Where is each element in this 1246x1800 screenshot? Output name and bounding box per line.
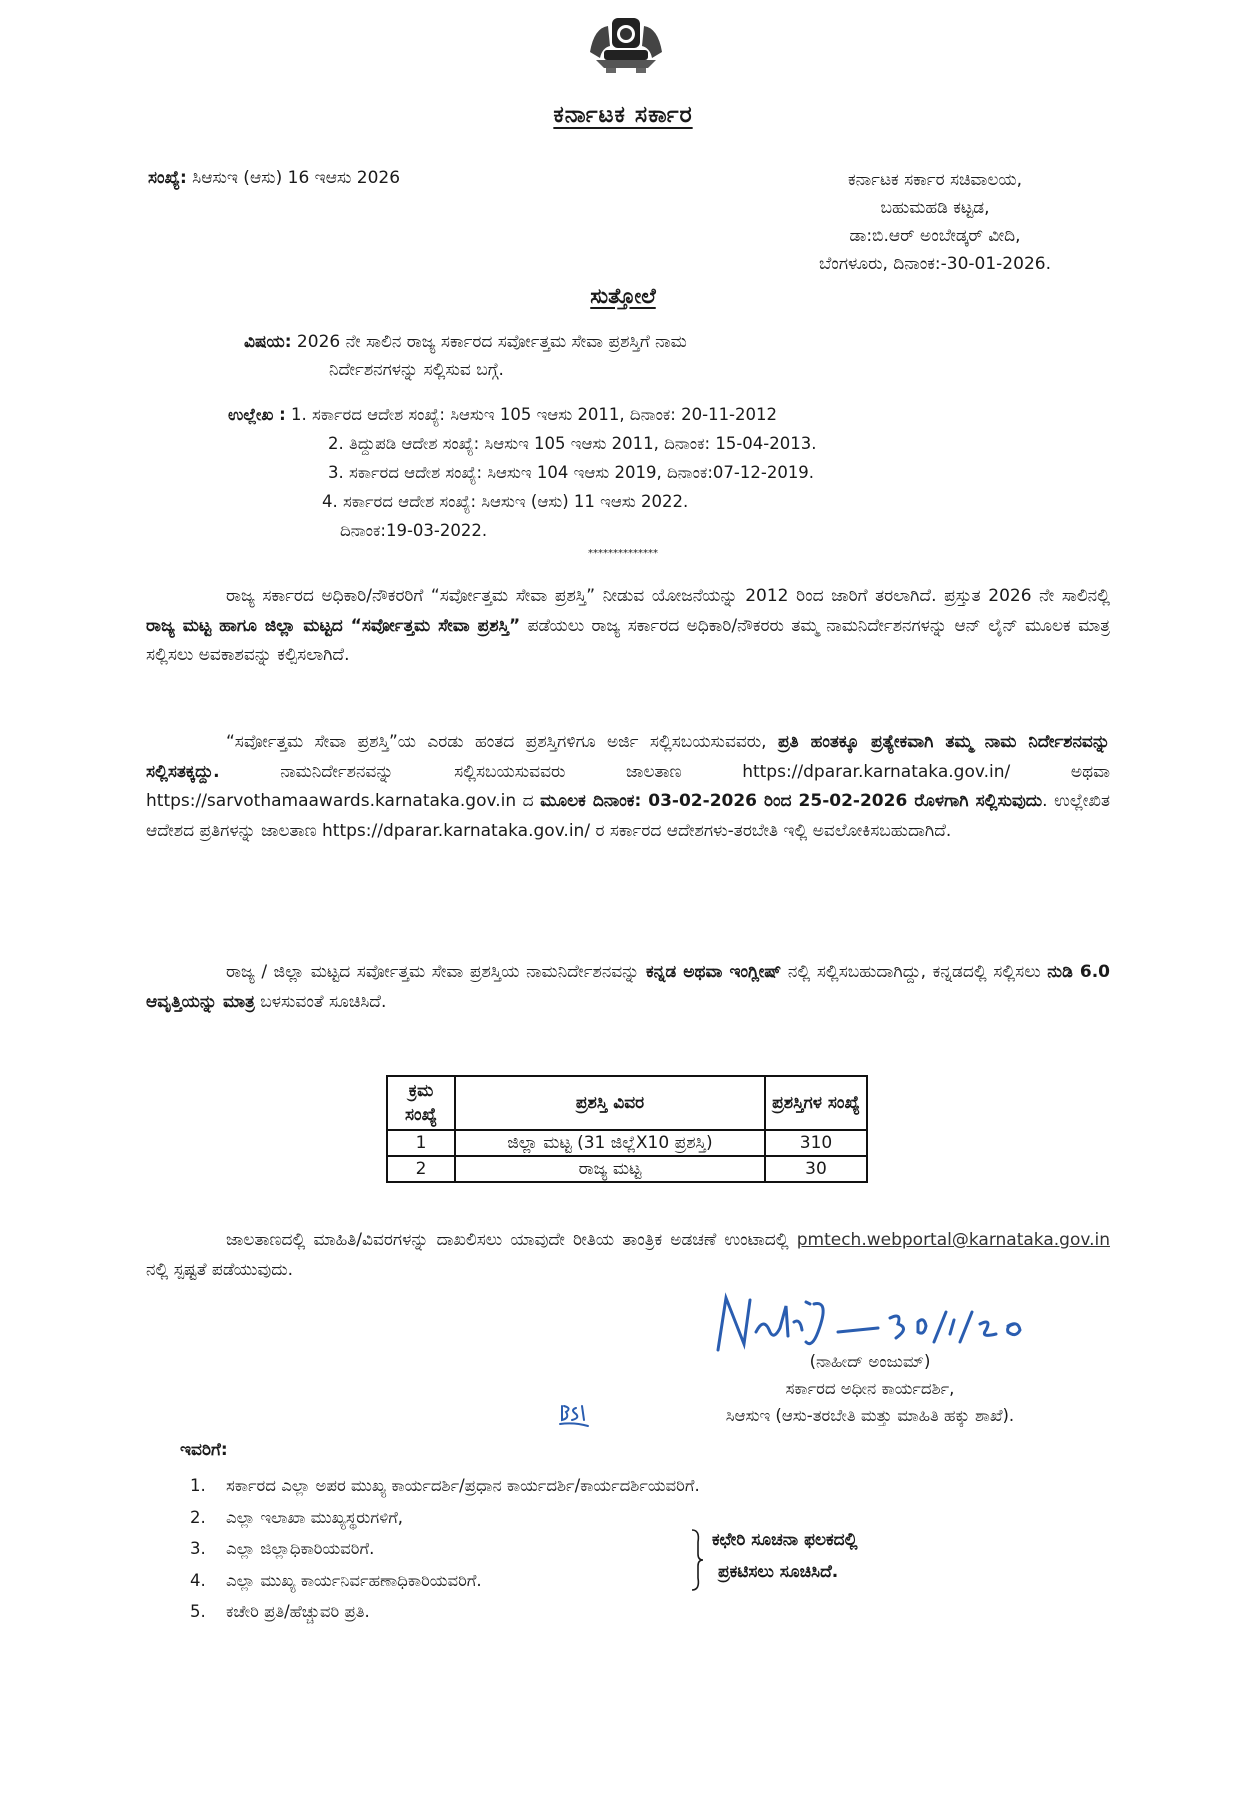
government-title: ಕರ್ನಾಟಕ ಸರ್ಕಾರ [553, 102, 693, 128]
reference-number [148, 168, 400, 188]
column-header: ಕ್ರಮ ಸಂಖ್ಯೆ [387, 1076, 455, 1130]
awards-table [386, 1075, 868, 1183]
recipients-list [190, 1470, 700, 1628]
reference-number-value: ಸಿಆಸುಇ (ಆಸು) 16 ಇಆಸು 2026 [192, 168, 401, 188]
subject-line: 2026 ನೇ ಸಾಲಿನ ರಾಜ್ಯ ಸರ್ಕಾರದ ಸರ್ವೋತ್ತಮ ಸೇವಾ ಪ್ರಶಸ್ತಿಗೆ ನಾಮ [291, 332, 687, 352]
circular-title: ಸುತ್ತೋಲೆ [590, 284, 656, 308]
signatory-department: ಸಿಆಸುಇ (ಆಸು-ತರಬೇತಿ ಮತ್ತು ಮಾಹಿತಿ ಹಕ್ಕು ಶಾಖೆ). [725, 1406, 1015, 1425]
list-item: 5. ಕಚೇರಿ ಪ್ರತಿ/ಹೆಚ್ಚುವರಿ ಪ್ರತಿ. [190, 1602, 370, 1621]
signatory-name: (ನಾಹೀದ್ ಅಂಜುಮ್) [809, 1352, 931, 1371]
subject [244, 328, 1004, 384]
address-line: ಕರ್ನಾಟಕ ಸರ್ಕಾರ ಸಚಿವಾಲಯ, [848, 170, 1022, 190]
reference-item: 4. ಸರ್ಕಾರದ ಆದೇಶ ಸಂಖ್ಯೆ: ಸಿಆಸುಇ (ಆಸು) 11 ಇಆಸು 2022. [322, 492, 689, 511]
reference-item: 3. ಸರ್ಕಾರದ ಆದೇಶ ಸಂಖ್ಯೆ: ಸಿಆಸುಇ 104 ಇಆಸು 2019, ದಿನಾಂಕ:07-12-2019. [328, 463, 815, 482]
dparar-link[interactable]: https://dparar.karnataka.gov.in/ [322, 820, 591, 841]
sarvothama-awards-link[interactable]: https://sarvothamaawards.karnataka.gov.in [146, 791, 517, 811]
cell-detail: ಜಿಲ್ಲಾ ಮಟ್ಟ (31 ಜಿಲ್ಲೆX10 ಪ್ರಶಸ್ತಿ) [455, 1130, 765, 1156]
paragraph-scheme-intro: ರಾಜ್ಯ ಸರ್ಕಾರದ ಅಧಿಕಾರಿ/ನೌಕರರಿಗೆ “ಸರ್ವೋತ್ತಮ ಸೇವಾ ಪ್ರಶಸ್ತಿ” ನೀಡುವ ಯೋಜನೆಯನ್ನು 2012 ರಿಂದ ಜಾರಿಗೆ ತರಲಾಗಿದೆ. ಪ್ರಸ್ತುತ 2026 ನೇ ಸಾಲಿನಲ್ಲಿ ರಾಜ್ಯ ಮಟ್ಟ ಹಾಗೂ ಜಿಲ್ಲಾ ಮಟ್ಟದ “ಸರ್ವೋತ್ತಮ ಸೇವಾ ಪ್ರಶಸ್ತಿ” ಪಡೆಯಲು ರಾಜ್ಯ ಸರ್ಕಾರದ ಅಧಿಕಾರಿ/ನೌಕರರು ತಮ್ಮ ನಾಮನಿರ್ದೇಶನಗಳನ್ನು ಆನ್ ಲೈನ್ ಮೂಲಕ ಮಾತ್ರ ಸಲ್ಲಿಸಲು ಅವಕಾಶವನ್ನು ಕಲ್ಪಿಸಲಾಗಿದೆ. [146, 586, 1110, 665]
table-row [387, 1130, 867, 1156]
table-header-row [387, 1076, 867, 1130]
signatory-designation: ಸರ್ಕಾರದ ಅಧೀನ ಕಾರ್ಯದರ್ಶಿ, [785, 1379, 955, 1398]
list-item: 1. ಸರ್ಕಾರದ ಎಲ್ಲಾ ಅಪರ ಮುಖ್ಯ ಕಾರ್ಯದರ್ಶಿ/ಪ್ರಧಾನ ಕಾರ್ಯದರ್ಶಿ/ಕಾರ್ಯದರ್ಶಿಯವರಿಗೆ. [190, 1476, 700, 1495]
karnataka-emblem-icon [582, 14, 670, 76]
list-item: 3. ಎಲ್ಲಾ ಜಿಲ್ಲಾಧಿಕಾರಿಯವರಿಗೆ. [190, 1539, 375, 1558]
signatory-block [660, 1348, 1080, 1429]
column-header: ಪ್ರಶಸ್ತಿಗಳ ಸಂಖ್ಯೆ [765, 1076, 867, 1130]
reference-item: 2. ತಿದ್ದುಪಡಿ ಆದೇಶ ಸಂಖ್ಯೆ: ಸಿಆಸುಇ 105 ಇಆಸು 2011, ದಿನಾಂಕ: 15-04-2013. [328, 434, 817, 453]
support-email-link[interactable]: pmtech.webportal@karnataka.gov.in [796, 1230, 1110, 1250]
column-header: ಪ್ರಶಸ್ತಿ ವಿವರ [455, 1076, 765, 1130]
list-item: 4. ಎಲ್ಲಾ ಮುಖ್ಯ ಕಾರ್ಯನಿರ್ವಹಣಾಧಿಕಾರಿಯವರಿಗೆ. [190, 1570, 482, 1590]
notice-board-instruction: ಕಛೇರಿ ಸೂಚನಾ ಫಲಕದಲ್ಲಿ ಪ್ರಕಟಿಸಲು ಸೂಚಿಸಿದೆ. [712, 1530, 858, 1582]
paragraph-language: ರಾಜ್ಯ / ಜಿಲ್ಲಾ ಮಟ್ಟದ ಸರ್ವೋತ್ತಮ ಸೇವಾ ಪ್ರಶಸ್ತಿಯ ನಾಮನಿರ್ದೇಶನವನ್ನು ಕನ್ನಡ ಅಥವಾ ಇಂಗ್ಲೀಷ್ ನಲ್ಲಿ ಸಲ್ಲಿಸಬಹುದಾಗಿದ್ದು, ಕನ್ನಡದಲ್ಲಿ ಸಲ್ಲಿಸಲು ನುಡಿ 6.0 ಆವೃತ್ತಿಯನ್ನು ಮಾತ್ರ ಬಳಸುವಂತೆ ಸೂಚಿಸಿದೆ. [146, 962, 1111, 1012]
references [228, 400, 1108, 545]
separator: ************** [588, 548, 658, 559]
table-row [387, 1156, 867, 1182]
handwritten-initials [558, 1402, 590, 1428]
address-line-date: ಬೆಂಗಳೂರು, ದಿನಾಂಕ:-30-01-2026. [819, 254, 1051, 274]
office-address [760, 166, 1110, 278]
handwritten-signature [710, 1292, 1070, 1354]
cell-sl: 2 [387, 1156, 455, 1182]
reference-item: ದಿನಾಂಕ:19-03-2022. [340, 521, 488, 540]
cell-detail: ರಾಜ್ಯ ಮಟ್ಟ [455, 1156, 765, 1182]
paragraph-submission: “ಸರ್ವೋತ್ತಮ ಸೇವಾ ಪ್ರಶಸ್ತಿ”ಯ ಎರಡು ಹಂತದ ಪ್ರಶಸ್ತಿಗಳಿಗೂ ಅರ್ಜಿ ಸಲ್ಲಿಸಬಯಸುವವರು, ಪ್ರತಿ ಹಂತಕ್ಕೂ ಪ್ರತ್ಯೇಕವಾಗಿ ತಮ್ಮ ನಾಮ ನಿರ್ದೇಶನವನ್ನು ಸಲ್ಲಿಸತಕ್ಕದ್ದು. ನಾಮನಿರ್ದೇಶನವನ್ನು ಸಲ್ಲಿಸಬಯಸುವವರು ಜಾಲತಾಣ https://dparar.karnataka.gov.in/ ಅಥವಾ https://sarvothamaawards.karnataka.gov.in ದ ಮೂಲಕ ದಿನಾಂಕ: 03-02-2026 ರಿಂದ 25-02-2026 ರೊಳಗಾಗಿ ಸಲ್ಲಿಸುವುದು. ಉಲ್ಲೇಖಿತ ಆದೇಶದ ಪ್ರತಿಗಳನ್ನು ಜಾಲತಾಣ https://dparar.karnataka.gov.in/ ರ ಸರ್ಕಾರದ ಆದೇಶಗಳು-ತರಬೇತಿ ಇಲ್ಲಿ ಅವಲೋಕಿಸಬಹುದಾಗಿದೆ. [146, 732, 1110, 841]
subject-line: ನಿರ್ದೇಶನಗಳನ್ನು ಸಲ್ಲಿಸುವ ಬಗ್ಗೆ. [329, 360, 504, 380]
cell-count: 310 [765, 1130, 867, 1156]
reference-number-label: ಸಂಖ್ಯೆ: [148, 168, 187, 188]
subject-label: ವಿಷಯ: [244, 332, 292, 352]
address-line: ಬಹುಮಹಡಿ ಕಟ್ಟಡ, [880, 198, 990, 218]
references-label: ಉಲ್ಲೇಖ : [228, 405, 286, 424]
list-item: 2. ಎಲ್ಲಾ ಇಲಾಖಾ ಮುಖ್ಯಸ್ಥರುಗಳಿಗೆ, [190, 1507, 404, 1527]
cell-count: 30 [765, 1156, 867, 1182]
paragraph-support: ಜಾಲತಾಣದಲ್ಲಿ ಮಾಹಿತಿ/ವಿವರಗಳನ್ನು ದಾಖಲಿಸಲು ಯಾವುದೇ ರೀತಿಯ ತಾಂತ್ರಿಕ ಅಡಚಣೆ ಉಂಟಾದಲ್ಲಿ pmtech.webportal@karnataka.gov.in ನಲ್ಲಿ ಸ್ಪಷ್ಟತೆ ಪಡೆಯುವುದು. [146, 1230, 1110, 1280]
right-brace-icon [690, 1528, 704, 1592]
address-line: ಡಾ:ಬಿ.ಆರ್ ಅಂಬೇಡ್ಕರ್ ವೀದಿ, [849, 226, 1021, 246]
cell-sl: 1 [387, 1130, 455, 1156]
reference-item: 1. ಸರ್ಕಾರದ ಆದೇಶ ಸಂಖ್ಯೆ: ಸಿಆಸುಇ 105 ಇಆಸು 2011, ದಿನಾಂಕ: 20-11-2012 [290, 405, 778, 424]
recipients-label: ಇವರಿಗೆ: [180, 1440, 228, 1460]
dparar-link[interactable]: https://dparar.karnataka.gov.in/ [742, 761, 1011, 782]
